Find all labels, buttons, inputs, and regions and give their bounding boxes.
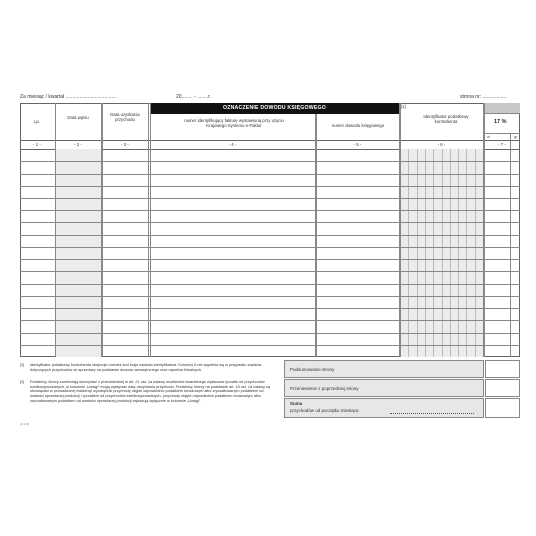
header-lp: Lp. [34,119,40,124]
rate-header-shade [484,103,520,113]
currency-zl-label: zł [487,135,490,139]
table-row-line [20,284,520,285]
column-number-3: - 3 - [121,142,129,147]
tax-id-character-divider [433,149,434,357]
carried-over-value[interactable] [485,379,520,397]
footnote-1-text: Identyfikator podatkowy kontrahenta obejmuje również kod kraju nadania identyfikatora. Kolumny 6 nie wypełnia się w przypadku zapisów dotyczących przychodów ze sprzedaży na podstawie dowodu wewnętrznego oraz raportów fiskalnych. [30,363,262,372]
column-divider [148,103,149,357]
table-row-line [20,259,520,260]
tax-id-character-divider [475,149,476,357]
year-field: 20........ - ........r. [176,94,212,100]
table-row-line [20,320,520,321]
column-number-4: - 4 - [228,142,237,147]
column-divider [55,103,56,357]
header-income-date: Data uzyskania przychodu [110,112,140,123]
table-row-line [20,161,520,162]
monthly-sum-value[interactable] [485,398,520,418]
rate-subdivider [484,133,520,134]
column-number-5: - 5 - [353,142,362,147]
column-divider [102,103,103,357]
monthly-sum-write-line [390,413,474,414]
table-row-line [20,210,520,211]
tax-id-character-divider [458,149,459,357]
table-row-line [20,174,520,175]
currency-gr-label: gr [514,135,518,139]
form-code: (3.1.R) [20,422,30,426]
page-summary-label: Podsumowanie strony [290,367,335,372]
revenue-register-form [20,95,520,445]
table-row-line [20,247,520,248]
footnote-ref-1: [1] [401,104,406,109]
month-quarter-field: Za miesiąc / kwartał ..................................... [20,94,117,100]
table-row-line [20,333,520,334]
tax-id-character-divider [408,149,409,357]
header-entry-date: Data wpisu [67,115,89,120]
carried-over-label: Przeniesienie z poprzedniej strony [290,386,359,391]
tax-id-character-divider [417,149,418,357]
page-summary-value[interactable] [485,360,520,378]
page-number-field: strona nr: ................. [460,94,507,100]
table-row-line [20,345,520,346]
footnote-1-ref: [1] [20,363,25,367]
table-row-line [20,186,520,187]
table-row-line [20,271,520,272]
tax-id-character-divider [450,149,451,357]
header-bottom-line [20,140,520,141]
table-row-line [20,296,520,297]
entry-date-column-shade [55,149,101,357]
column-divider [484,103,485,357]
monthly-sum-label: przychodów od początku miesiąca [290,408,359,413]
column-number-2: - 2 - [74,142,82,147]
document-designation-header: OZNACZENIE DOWODU KSIĘGOWEGO [150,103,399,114]
column-number-7: - 7 - [498,142,506,147]
rate-cell-divider [484,113,520,114]
header-ksef-number: numer identyfikujący fakturę wystawioną przy użyciu Krajowego Systemu e-Faktur [184,118,284,129]
footnote-2-ref: [2] [20,380,25,384]
table-row-line [20,235,520,236]
header-tax-id: Identyfikator podatkowy kontrahenta [423,114,469,125]
column-number-1: - 1 - [33,142,41,147]
table-row-line [20,308,520,309]
column-number-6: - 6 - [437,142,446,147]
tax-rate-label: 17 % [494,119,507,125]
table-row-line [20,222,520,223]
monthly-sum-title: Suma [290,401,303,406]
column-divider [400,103,401,357]
footnote-2-text: Podatnicy, którzy zamierzają skorzystać z przewidzianej w art. 21 ust. 1a ustawy możliwości kwartalnego wpłacania ryczałtu od przychodów ewidencjonowanych, w kolumnie „Uwagi” mogą wpisywać datę otrzymania przychodu. Podatnicy, którzy na podstawie art. 15 ust. 1a ustawy są obowiązani w prowadzonej ewidencji wyodrębnić przychody objęte odpowiednio podatkiem tonażowym albo zryczałtowanym podatkiem od wartości sprzedanej produkcji i ryczałtem od przychodów ewidencjonowanych, przychody objęte odpowiednio podatkiem tonażowym albo zryczałtowanym podatkiem od wartości sprzedanej produkcji wykazują wyłącznie w kolumnie „Uwagi”. [30,380,271,403]
tax-id-character-divider [425,149,426,357]
column-divider [150,103,151,357]
tax-id-character-divider [442,149,443,357]
header-document-number: numer dowodu księgowego [331,123,385,128]
table-row-line [20,198,520,199]
zl-gr-divider [510,133,511,357]
tax-id-character-divider [466,149,467,357]
